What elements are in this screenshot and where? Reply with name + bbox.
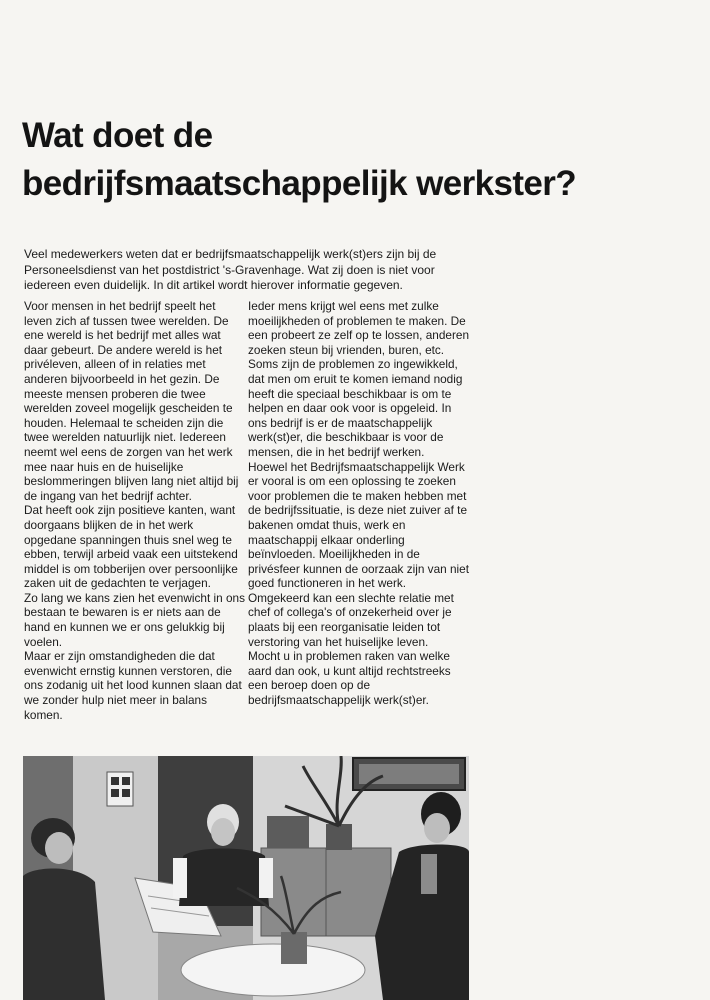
article-title	[22, 112, 692, 208]
paragraph: Zo lang we kans zien het evenwicht in ons bestaan te bewaren is er niets aan de hand en kunnen we er ons gelukkig bij voelen.	[24, 590, 245, 649]
paragraph: Voor mensen in het bedrijf speelt het leven zich af tussen twee werelden. De ene wereld is het bedrijf met alles wat daar gebeurt. De andere wereld is het privéleven, alleen of in relaties met anderen bijvoorbeeld in het gezin. De meeste mensen proberen die twee werelden zoveel mogelijk gescheiden te houden. Helemaal te scheiden zijn die twee werelden natuurlijk niet. Iedereen neemt wel eens de zorgen van het werk mee naar huis en de huiselijke beslommeringen blijven lang niet altijd bij de ingang van het bedrijf achter.	[24, 299, 239, 503]
right-column	[248, 299, 470, 708]
title-line-1: Wat doet de	[22, 116, 213, 155]
intro-paragraph: Veel medewerkers weten dat er bedrijfsmaatschappelijk werk(st)ers zijn bij de Personeelsdienst van het postdistrict 's-Gravenhage. Wat zij doen is niet voor iedereen even duidelijk. In dit artikel wordt hierover informatie gegeven.	[24, 247, 437, 292]
paragraph: Ieder mens krijgt wel eens met zulke moeilijkheden of problemen te maken. De een probeert ze zelf op te lossen, anderen zoeken steun bij vrienden, buren, etc.	[248, 299, 470, 357]
office-photo	[23, 756, 469, 1000]
left-column	[24, 299, 246, 722]
plant-pot	[326, 824, 352, 850]
paragraph: Hoewel het Bedrijfsmaatschappelijk Werk er vooral is om een oplossing te zoeken voor problemen die te maken hebben met de bedrijfssituatie, is deze niet zuiver af te bakenen omdat thuis, werk en maatschappij elkaar onderling beïnvloeden. Moeilijkheden in de privésfeer kunnen de oorzaak zijn van niet goed functioneren in het werk. Omgekeerd kan een slechte relatie met chef of collega's of onzekerheid over je plaats bij een reorganisatie leiden tot verstoring van het huiselijke leven.	[248, 459, 469, 649]
paragraph: Soms zijn de problemen zo ingewikkeld, dat men om eruit te komen iemand nodig heeft die speciaal beschikbaar is om te helpen en daar ook voor is opgeleid. In ons bedrijf is er de maatschappelijk werk(st)er, die beschikbaar is voor de mensen, die in het bedrijf werken.	[248, 357, 463, 459]
paragraph: Mocht u in problemen raken van welke aard dan ook, u kunt altijd rechtstreeks een beroep doen op de bedrijfsmaatschappelijk werk(st)er.	[248, 649, 451, 708]
coffee-table	[181, 944, 365, 996]
books	[267, 816, 309, 848]
paragraph: Maar er zijn omstandigheden die dat evenwicht ernstig kunnen verstoren, die ons zodanig uit het lood kunnen slaan dat we zonder hulp niet meer in balans komen.	[24, 649, 242, 722]
title-line-2: bedrijfsmaatschappelijk werkster?	[22, 164, 577, 203]
paragraph: Dat heeft ook zijn positieve kanten, want doorgaans blijken de in het werk opgedane spanningen thuis snel weg te ebben, terwijl arbeid vaak een uitstekend middel is om tobberijen over persoonlijke zaken uit de gedachten te verjagen.	[24, 503, 238, 591]
person-left-body	[23, 868, 105, 1000]
table-plant-pot	[281, 932, 307, 964]
